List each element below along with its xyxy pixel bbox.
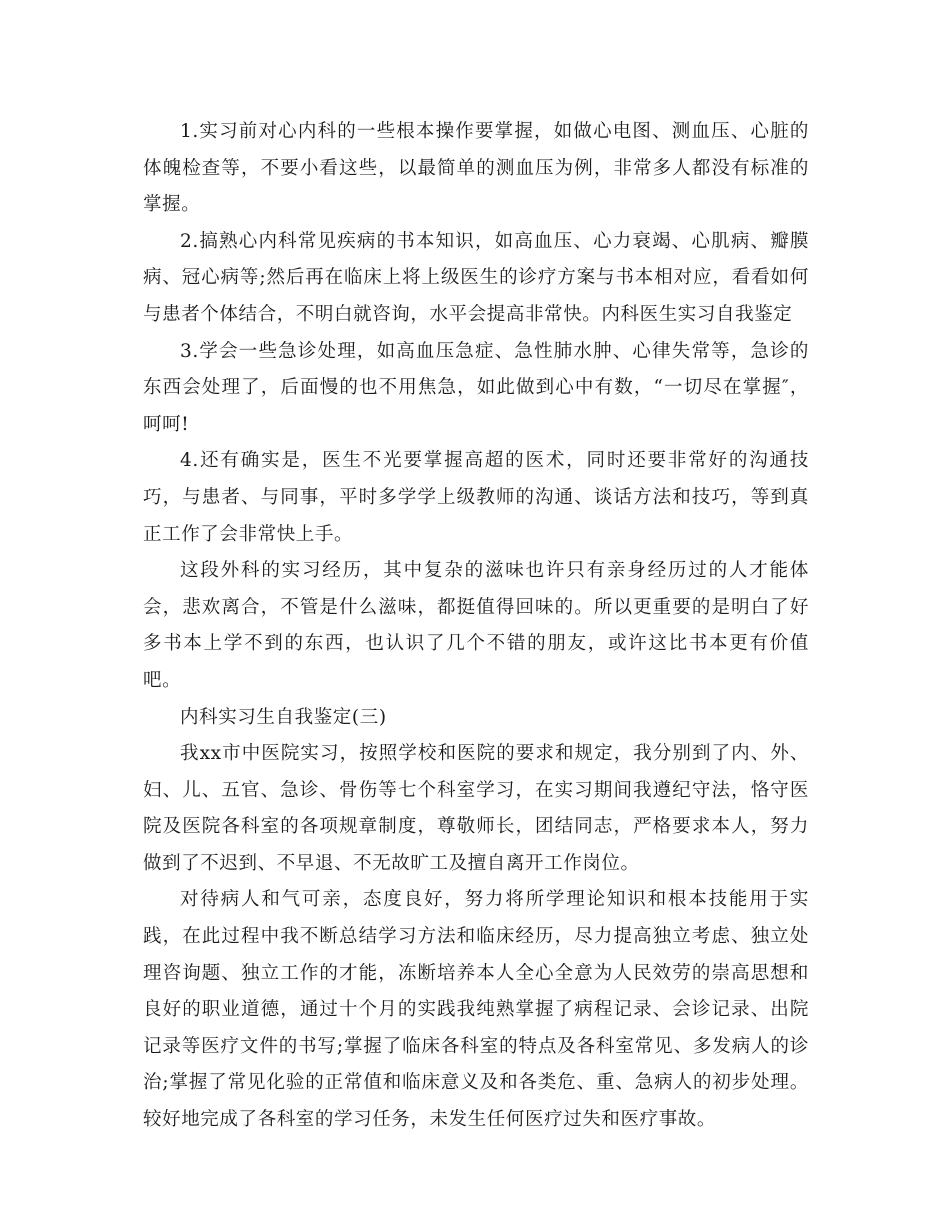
document-body — [143, 114, 809, 1139]
paragraph-item-4: 4.还有确实是，医生不光要掌握高超的医术，同时还要非常好的沟通技巧，与患者、与同事，平时多学学上级教师的沟通、谈话方法和技巧，等到真正工作了会非常快上手。 — [143, 450, 809, 545]
paragraph-item-2: 2.搞熟心内科常见疾病的书本知识，如高血压、心力衰竭、心肌病、瓣膜病、冠心病等;然后再在临床上将上级医生的诊疗方案与书本相对应，看看如何与患者个体结合，不明白就咨询，水平会提高非常快。内科医生实习自我鉴定 — [143, 230, 809, 325]
paragraph-item-1: 1.实习前对心内科的一些根本操作要掌握，如做心电图、测血压、心脏的体魄检查等，不要小看这些，以最简单的测血压为例，非常多人都没有标准的掌握。 — [143, 121, 809, 216]
paragraph-item-3: 3.学会一些急诊处理，如高血压急症、急性肺水肿、心律失常等，急诊的东西会处理了，后面慢的也不用焦急，如此做到心中有数，“一切尽在掌握″，呵呵! — [143, 340, 809, 435]
section-heading: 内科实习生自我鉴定(三) — [180, 706, 387, 728]
paragraph-patient-care: 对待病人和气可亲，态度良好，努力将所学理论知识和根本技能用于实践，在此过程中我不断总结学习方法和临床经历，尽力提高独立考虑、独立处理咨询题、独立工作的才能，冻断培养本人全心全意为人民效劳的崇高思想和良好的职业道德，通过十个月的实践我纯熟掌握了病程记录、会诊记录、出院记录等医疗文件的书写;掌握了临床各科室的特点及各科室常见、多发病人的诊治;掌握了常见化验的正常值和临床意义及和各类危、重、急病人的初步处理。较好地完成了各科室的学习任务，未发生任何医疗过失和医疗事故。 — [143, 889, 809, 1131]
paragraph-internship-intro: 我xx市中医院实习，按照学校和医院的要求和规定，我分别到了内、外、妇、儿、五官、急诊、骨伤等七个科室学习，在实习期间我遵纪守法，恪守医院及医院各科室的各项规章制度，尊敬师长，团结同志，严格要求本人，努力做到了不迟到、不早退、不无故旷工及擅自离开工作岗位。 — [143, 743, 809, 874]
paragraph-surgery-experience: 这段外科的实习经历，其中复杂的滋味也许只有亲身经历过的人才能体会，悲欢离合，不管是什么滋味，都挺值得回味的。所以更重要的是明白了好多书本上学不到的东西，也认识了几个不错的朋友，或许这比书本更有价值吧。 — [143, 560, 809, 691]
